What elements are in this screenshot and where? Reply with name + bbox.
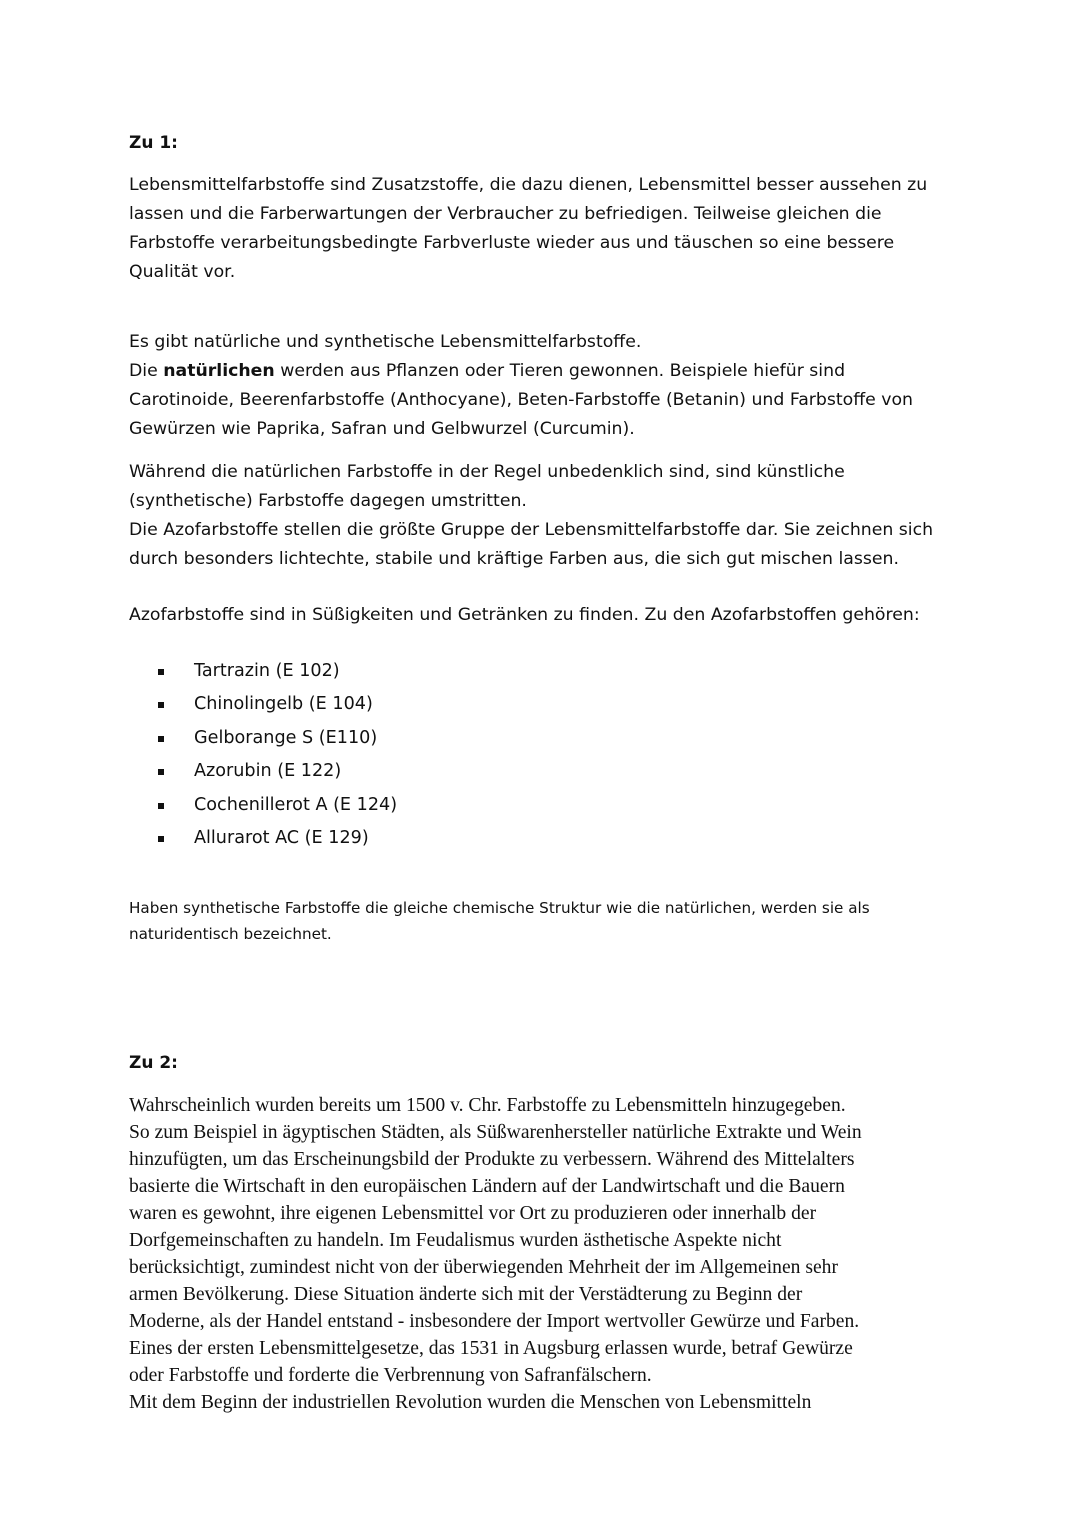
text-line: Farbstoffe verarbeitungsbedingte Farbverluste wieder aus und täuschen so eine bessere [129,233,895,253]
text-line: Es gibt natürliche und synthetische Lebensmittelfarbstoffe. [129,332,642,352]
list-item [158,724,397,757]
text-line: lassen und die Farberwartungen der Verbraucher zu befriedigen. Teilweise gleichen die [129,204,882,224]
natural-paragraph [129,328,913,444]
azo-dye-list [158,657,397,857]
naturidentisch-note [129,895,870,947]
synthetic-paragraph [129,458,933,574]
text-line: Während die natürlichen Farbstoffe in der Regel unbedenklich sind, sind künstliche [129,462,845,482]
list-item [158,690,397,723]
text-line: Dorfgemeinschaften zu handeln. Im Feudalismus wurden ästhetische Aspekte nicht [129,1230,782,1251]
square-bullet-icon [158,803,164,809]
text-line: Azofarbstoffe sind in Süßigkeiten und Getränken zu finden. Zu den Azofarbstoffen gehören: [129,605,920,625]
text-fragment: werden aus Pflanzen oder Tieren gewonnen. Beispiele hiefür sind [274,361,846,381]
text-line: Lebensmittelfarbstoffe sind Zusatzstoffe, die dazu dienen, Lebensmittel besser aussehen zu [129,175,928,195]
history-paragraph [129,1092,862,1416]
list-item [158,657,397,690]
list-item-label: Allurarot AC (E 129) [194,827,369,848]
list-item [158,791,397,824]
text-fragment: Die [129,361,164,381]
text-line: Haben synthetische Farbstoffe die gleiche chemische Struktur wie die natürlichen, werden sie als [129,899,870,917]
list-item-label: Gelborange S (E110) [194,727,378,748]
square-bullet-icon [158,669,164,675]
text-line: (synthetische) Farbstoffe dagegen umstritten. [129,491,527,511]
square-bullet-icon [158,736,164,742]
list-item [158,757,397,790]
text-line: hinzufügten, um das Erscheinungsbild der Produkte zu verbessern. Während des Mittelalters [129,1149,855,1170]
list-item-label: Azorubin (E 122) [194,761,342,782]
text-line: berücksichtigt, zumindest nicht von der überwiegenden Mehrheit der im Allgemeinen sehr [129,1257,838,1278]
text-line: Carotinoide, Beerenfarbstoffe (Anthocyane), Beten-Farbstoffe (Betanin) und Farbstoffe von [129,390,913,410]
text-line: Wahrscheinlich wurden bereits um 1500 v. Chr. Farbstoffe zu Lebensmitteln hinzugegeben. [129,1095,846,1116]
text-line: Mit dem Beginn der industriellen Revolution wurden die Menschen von Lebensmitteln [129,1392,812,1413]
azo-intro [129,601,920,630]
list-item-label: Chinolingelb (E 104) [194,694,373,715]
text-line: Die Azofarbstoffe stellen die größte Gruppe der Lebensmittelfarbstoffe dar. Sie zeichnen sich [129,520,934,540]
list-item-label: Cochenillerot A (E 124) [194,794,398,815]
text-line: Moderne, als der Handel entstand - insbesondere der Import wertvoller Gewürze und Farben. [129,1311,860,1332]
square-bullet-icon [158,769,164,775]
text-line: So zum Beispiel in ägyptischen Städten, als Süßwarenhersteller natürliche Extrakte und Wein [129,1122,862,1143]
bold-term: natürlichen [163,361,275,381]
text-line: oder Farbstoffe und forderte die Verbrennung von Safranfälschern. [129,1365,652,1386]
text-line: Gewürzen wie Paprika, Safran und Gelbwurzel (Curcumin). [129,419,635,439]
text-line: basierte die Wirtschaft in den europäischen Ländern auf der Landwirtschaft und die Bauern [129,1176,845,1197]
text-line: armen Bevölkerung. Diese Situation änderte sich mit der Verstädterung zu Beginn der [129,1284,803,1305]
text-line: Eines der ersten Lebensmittelgesetze, das 1531 in Augsburg erlassen wurde, betraf Gewürze [129,1338,853,1359]
intro-paragraph [129,171,927,287]
square-bullet-icon [158,836,164,842]
text-line: durch besonders lichtechte, stabile und kräftige Farben aus, die sich gut mischen lassen. [129,549,899,569]
section-2-heading: Zu 2: [129,1053,178,1073]
text-line [129,357,913,386]
list-item-label: Tartrazin (E 102) [194,661,340,681]
text-line: Qualität vor. [129,262,236,282]
section-1-heading: Zu 1: [129,133,178,153]
text-line: naturidentisch bezeichnet. [129,925,332,943]
list-item [158,824,397,857]
text-line: waren es gewohnt, ihre eigenen Lebensmittel vor Ort zu produzieren oder innerhalb der [129,1203,817,1224]
square-bullet-icon [158,702,164,708]
